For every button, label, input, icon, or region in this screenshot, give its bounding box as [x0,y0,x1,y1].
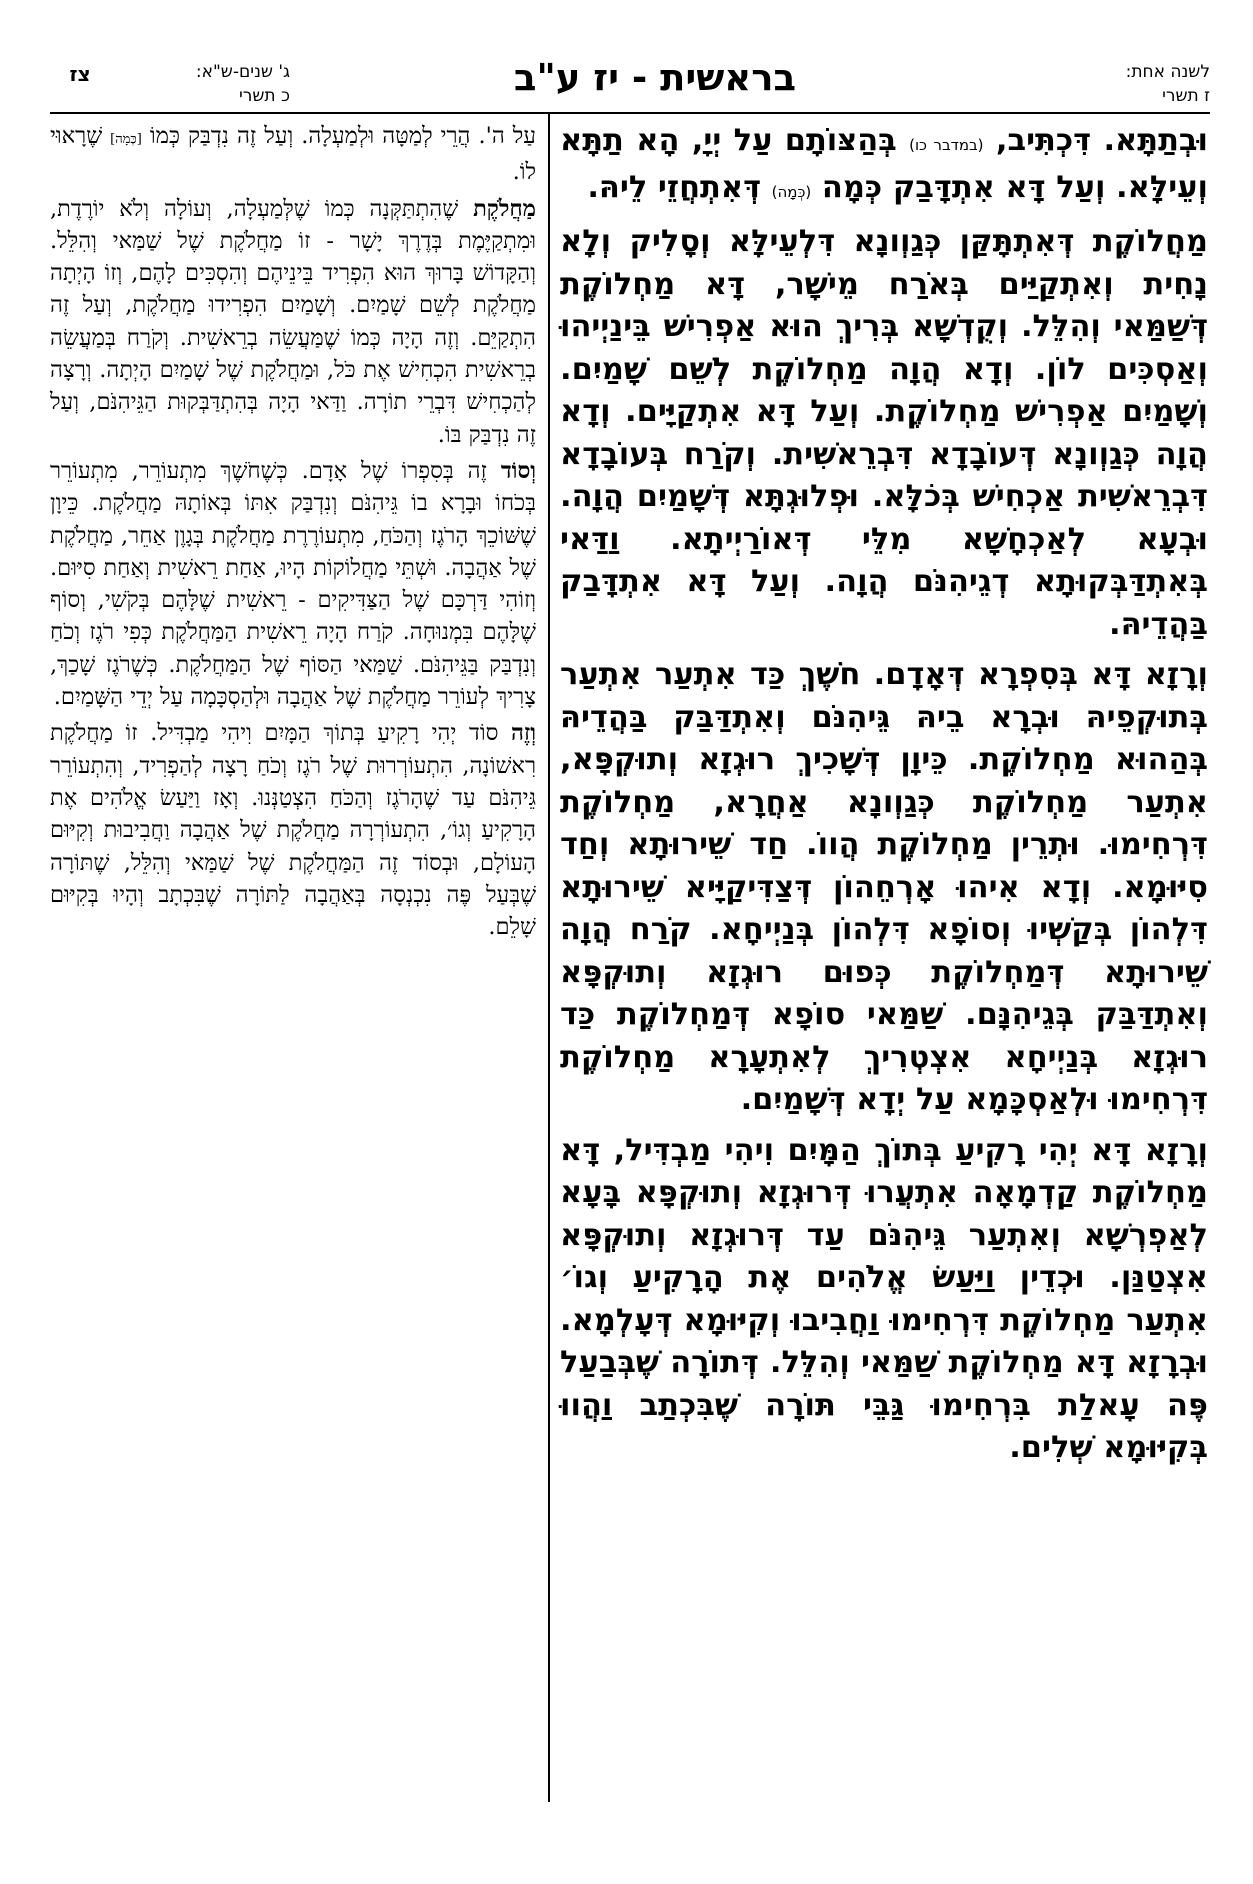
page-header [50,52,1210,110]
header-schedule-three-years [120,60,290,108]
commentary-paragraph [50,717,536,943]
main-paragraph [560,120,1208,213]
header-left-line2: כ תשרי [238,86,290,106]
commentary-paragraph [50,120,536,189]
commentary-paragraph [50,455,536,713]
commentary-paragraph [50,193,536,451]
main-text: וּבְתַתָּא. דִּכְתִּיב, [995,123,1208,158]
paragraph-lead-word: מַחֲלוֹקֶת [1092,224,1208,259]
header-right-line2: ז תשרי [1162,86,1210,106]
source-reference: (במדבר כו) [909,136,984,154]
paragraph-lead-word: וְזֶה [511,720,536,747]
paragraph-lead-word: מַחֲלֹקֶת [473,195,537,222]
main-text: דָּא יְהִי רָקִיעַ בְּתוֹךְ הַמָּיִם וִיהִי מַבְדִּיל, דָּא מַחְלוֹקֶת קַדְמָאָה אִתְעֲרוּ דְּרוּגְזָא וְתוּקְפָּא בָּעָא לְאַפְרְשָׁא וְאִתְעַר גֵּיהִנֹּם עַד דְּרוּגְזָא וְתוּקְפָּא אִצְטַנַּן. וּכְדֵין וַיַּעַשׂ אֱלֹהִים אֶת הָרָקִיעַ וְגוֹ׳ אִתְעַר מַחְלוֹקֶת דִּרְחִימוּ וַחֲבִיבוּ וְקִיּוּמָא דְּעָלְמָא. וּבְרָזָא דָּא מַחְלוֹקֶת שַׁמַּאי וְהִלֵּל. דְּתוֹרָה שֶׁבְּבַעַל פֶּה עָאלַת בִּרְחִימוּ גַּבֵּי תּוֹרָה שֶׁבִּכְתַב וַהֲווּ בְּקִיּוּמָא שְׁלִים. [560,1132,1208,1465]
paragraph-lead-word: וְסוֹד [500,457,536,484]
commentary-text: שֶׁרָאוּי לוֹ. [50,123,536,186]
page-title: בראשית - יז ע"ב [513,56,797,99]
page-number: צז [69,62,91,86]
source-reference: (כְּמָה) [771,182,812,201]
main-text: דָּא בְּסִפְרָא דְּאָדָם. חֹשֶׁךְ כַּד אִתְעַר אִתְעַר בְּתוּקְפֵיהּ וּבְרָא בֵיהּ גֵּיהִנֹּם וְאִתְדַּבַּק בַּהֲדֵיהּ בְּהַהוּא מַחְלוֹקֶת. כֵּיוָן דְּשָׁכִיךְ רוּגְזָא וְתוּקְפָּא, אִתְעַר מַחְלוֹקֶת כְּגַוְונָא אַחֲרָא, מַחְלוֹקֶת דִּרְחִימוּ. וּתְרֵין מַחְלוֹקֶת הֲווֹ. חַד שֵׁירוּתָא וְחַד סִיּוּמָא. וְדָא אִיהוּ אָרְחֵהוֹן דְּצַדִּיקַיָּיא שֵׁירוּתָא דִּלְהוֹן בְּקַשְׁיוּ וְסוֹפָא דִּלְהוֹן בְּנַיְיחָא. קֹרַח הֲוָה שֵׁירוּתָא דְּמַחְלוֹקֶת כְּפוּם רוּגְזָא וְתוּקְפָּא וְאִתְדַּבַּק בְּגֵיהִנָּם. שַׁמַּאי סוֹפָא דְּמַחְלוֹקֶת כַּד רוּגְזָא בְּנַיְיחָא אִצְטְרִיךְ לְאִתְעָרָא מַחְלוֹקֶת דִּרְחִימוּ וּלְאַסְכָּמָא עַל יְדָא דְּשָׁמַיִם. [560,657,1208,1117]
main-paragraph [560,221,1208,646]
commentary-text: זֶה בְּסִפְרוֹ שֶׁל אָדָם. כְּשֶׁחֹשֶׁךְ מִתְעוֹרֵר, מִתְעוֹרֵר בְּכֹחוֹ וּבָרָא בוֹ גֵּיהִנֹּם וְנִדְבַּק אִתּוֹ בְּאוֹתָהּ מַחֲלֹקֶת. כֵּיוָן שֶׁשּׁוֹכֵךְ הָרֹגֶז וְהַכֹּחַ, מִתְעוֹרֶרֶת מַחֲלֹקֶת בְּגָוֶן אַחֵר, מַחֲלֹקֶת שֶׁל אַהֲבָה. וּשְׁתֵּי מַחֲלוֹקוֹת הָיוּ, אַחַת רֵאשִׁית וְאַחַת סִיּוּם. וְזוֹהִי דַּרְכָּם שֶׁל הַצַּדִּיקִים - רֵאשִׁית שֶׁלָּהֶם בְּקֹשִׁי, וְסוֹף שֶׁלָּהֶם בִּמְנוּחָה. קֹרַח הָיָה רֵאשִׁית הַמַּחֲלֹקֶת כְּפִי רֹגֶז וְכֹחַ וְנִדְבַּק בַּגֵּיהִנֹּם. שַׁמַּאי הַסּוֹף שֶׁל הַמַּחֲלֹקֶת. כְּשֶׁרֹגֶז שָׁכַךְ, צָרִיךְ לְעוֹרֵר מַחֲלֹקֶת שֶׁל אַהֲבָה וּלְהַסְכָּמָה עַל יְדֵי הַשָּׁמַיִם. [50,457,536,711]
main-text: דְּאִתְתָּקַּן כְּגַוְונָא דִּלְעֵילָּא וְסָלִיק וְלָא נָחִית וְאִתְקַיַּים בְּאֹרַח מֵישָׁר, דָּא מַחְלוֹקֶת דְּשַׁמַּאי וְהִלֵּל. וְקֻדְשָׁא בְּרִיךְ הוּא אַפְרִישׁ בֵּינַיְיהוּ וְאַסְכִּים לוֹן. וְדָא הֲוָה מַחְלוֹקֶת לְשֵׁם שָׁמַיִם. וְשָׁמַיִם אַפְרִישׁ מַחְלוֹקֶת. וְעַל דָּא אִתְקַיָּים. וְדָא הֲוָה כְּגַוְונָא דְּעוֹבָדָא דִּבְרֵאשִׁית. וְקֹרַח בְּעוֹבָדָא דִּבְרֵאשִׁית אַכְחִישׁ בְּכֹלָּא. וּפְלוּגְתָּא דְּשָׁמַיִם הֲוָה. וּבְעָא לְאַכְחָשָׁא מִלֵּי דְּאוֹרַיְיתָא. וַדַּאי בְּאִתְדַּבְּקוּתָא דְגֵיהִנֹּם הֲוָה. וְעַל דָּא אִתְדָּבַק בַּהֲדֵיהּ. [560,224,1208,642]
header-left-line1: ג' שנים-ש"א: [195,62,290,82]
header-schedule-one-year [1020,60,1210,108]
commentary-text: שֶׁהִתְתַּקְּנָה כְּמוֹ שֶׁלְּמַעְלָה, וְעוֹלָה וְלֹא יוֹרֶדֶת, וּמִתְקַיֶּמֶת בְּדֶרֶךְ יָשָׁר - זוֹ מַחֲלֹקֶת שֶׁל שַׁמַּאי וְהִלֵּל. וְהַקָּדוֹשׁ בָּרוּךְ הוּא הִפְרִיד בֵּינֵיהֶם וְהִסְכִּים לָהֶם, וְזוֹ הָיְתָה מַחֲלֹקֶת לְשֵׁם שָׁמַיִם. וְשָׁמַיִם הִפְרִידוּ מַחֲלֹקֶת, וְעַל זֶה הִתְקַיֵּם. וְזֶה הָיָה כְּמוֹ שֶׁמַּעֲשֵׂה בְרֵאשִׁית. וְקֹרַח בְּמַעֲשֵׂה בְרֵאשִׁית הִכְחִישׁ אֶת כֹּל, וּמַחֲלֹקֶת שֶׁל שָׁמַיִם הָיְתָה. וְרָצָה לְהַכְחִישׁ דִּבְרֵי תוֹרָה. וַדַּאי הָיָה בְּהִתְדַּבְּקוּת הַגֵּיהִנֹּם, וְעַל זֶה נִדְבַּק בּוֹ. [50,195,536,448]
commentary-column [50,120,536,947]
main-text: דְּאִתְחֲזֵי לֵיהּ. [587,169,762,205]
main-paragraph [560,1130,1208,1470]
commentary-text: סוֹד יְהִי רָקִיעַ בְּתוֹךְ הַמָּיִם וִיהִי מַבְדִּיל. זוֹ מַחֲלֹקֶת רִאשׁוֹנָה, הִתְעוֹרְרוּת שֶׁל רֹגֶז וְכֹחַ רָצָה לְהַפְרִיד, וְהִתְעוֹרֵר גֵּיהִנֹּם עַד שֶׁהָרֹגֶז וְהַכֹּחַ הִצְטַנְּנוּ. וְאָז וַיַּעַשׂ אֱלֹהִים אֶת הָרָקִיעַ וְגוֹ׳, הִתְעוֹרְרָה מַחֲלֹקֶת שֶׁל אַהֲבָה וַחֲבִיבוּת וְקִיּוּם הָעוֹלָם, וּבְסוֹד זֶה הַמַּחֲלֹקֶת שֶׁל שַׁמַּאי וְהִלֵּל, שֶׁתּוֹרָה שֶׁבְּעַל פֶּה נִכְנְסָה בְּאַהֲבָה לַתּוֹרָה שֶׁבִּכְתָב וְהָיוּ בְּקִיּוּם שָׁלֵם. [50,720,536,941]
paragraph-lead-word: וְרָזָא [1144,1132,1208,1168]
header-right-line1: לשנה אחת: [1125,62,1210,82]
paragraph-lead-word: וְרָזָא [1144,657,1208,692]
main-paragraph [560,654,1208,1122]
header-divider [50,112,1210,114]
main-text: בְּהַצּוֹתָם עַל יְיָ, הָא תַתָּא וְעֵילָּא. וְעַל דָּא אִתְדָּבַק כְּמָה [560,123,1208,205]
source-reference: [כְּמָה] [110,132,142,147]
column-divider [548,112,550,1802]
main-text-column [560,120,1208,1478]
commentary-text: עַל ה'. הֲרֵי לְמַטָּה וּלְמַעְלָה. וְעַל זֶה נִדְבַּק כְּמוֹ [149,123,537,149]
